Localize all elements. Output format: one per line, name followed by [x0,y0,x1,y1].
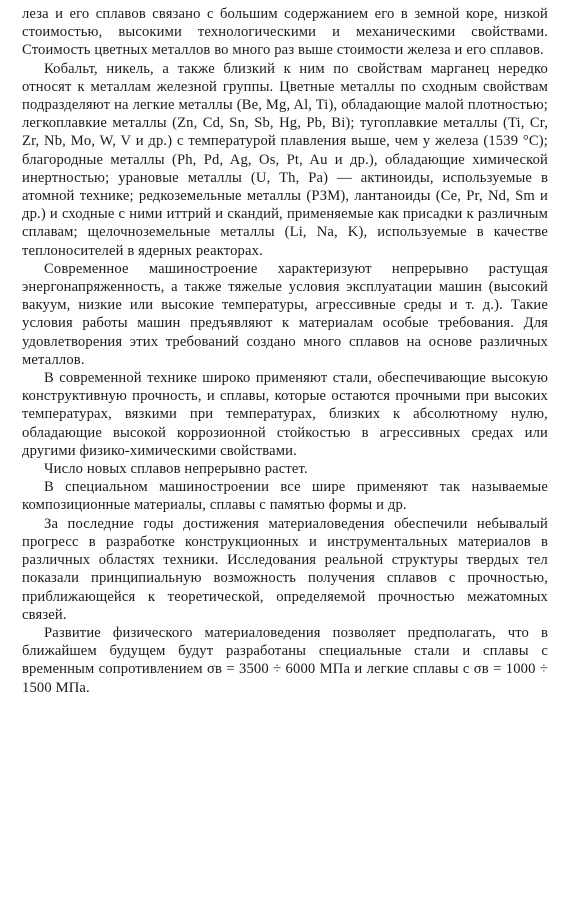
paragraph-new-alloys: Число новых сплавов непрерывно растет. [44,461,308,478]
paragraph-steels-alloys: В современной технике широко применяют стали, обеспечивающие высокую конструктивную прочность, и сплавы, которые остаются прочными при высоких температурах, вязкими при температурах, близких к абсолютному нулю, обладающие высокой коррозионной стойкостью в агрессивных средах или другими физико-химическими свойствами. [22,370,548,459]
paragraph-modern-engineering: Современное машиностроение характеризуют непрерывно растущая энергонапряженность, а также тяжелые условия эксплуатации машин (высокий вакуум, низкие или высокие температуры, агрессивные среды и т. д.). Такие условия работы машин предъявляют к материалам особые требования. Для удовлетворения этих требований создано много сплавов на основе различных металлов. [22,260,548,368]
paragraph-metal-classification: Кобальт, никель, а также близкий к ним по свойствам марганец нередко относят к металлам железной группы. Цветные металлы по сходным свойствам подразделяют на легкие металлы (Be, Mg, Al, Ti), обладающие малой плотностью; легкоплавкие металлы (Zn, Cd, Sn, Sb, Hg, Pb, Bi); тугоплавкие металлы (Ti, Cr, Zr, Nb, Mo, W, V и др.) с температурой плавления выше, чем у железа (1539 °С); благородные металлы (Ph, Pd, Ag, Os, Pt, Au и др.), обладающие химической инертностью; урановые металлы (U, Th, Pa) — актиноиды, используемые в атомной технике; редкоземельные металлы (РЗМ), лантаноиды (Ce, Pr, Nd, Sm и др.) и сходные с ними иттрий и скандий, применяемые как присадки к различным сплавам; щелочноземельные металлы (Li, Na, K), используемые в качестве теплоносителей в ядерных реакторах. [22,60,548,259]
paragraph-composite-materials: В специальном машиностроении все шире применяют так называемые композиционные материалы, сплавы с памятью формы и др. [22,479,548,514]
paragraph-materials-science-progress: За последние годы достижения материаловедения обеспечили небывалый прогресс в разработке конструкционных и инструментальных материалов в различных областях техники. Исследования реальной структуры твердых тел показали принципиальную возможность получения сплавов с прочностью, приближающейся к теоретической, определяемой прочностью межатомных связей. [22,515,548,623]
paragraph-continuation: леза и его сплавов связано с большим содержанием его в земной коре, низкой стоимостью, высокими технологическими и механическими свойствами. Стоимость цветных металлов во много раз выше стоимости железа и его сплавов. [22,6,548,59]
document-page [22,5,548,697]
paragraph-future-outlook: Развитие физического материаловедения позволяет предполагать, что в ближайшем будущем будут разработаны специальные стали и сплавы с временным сопротивлением σв = 3500 ÷ 6000 МПа и легкие сплавы с σв = 1000 ÷ 1500 МПа. [22,624,548,696]
